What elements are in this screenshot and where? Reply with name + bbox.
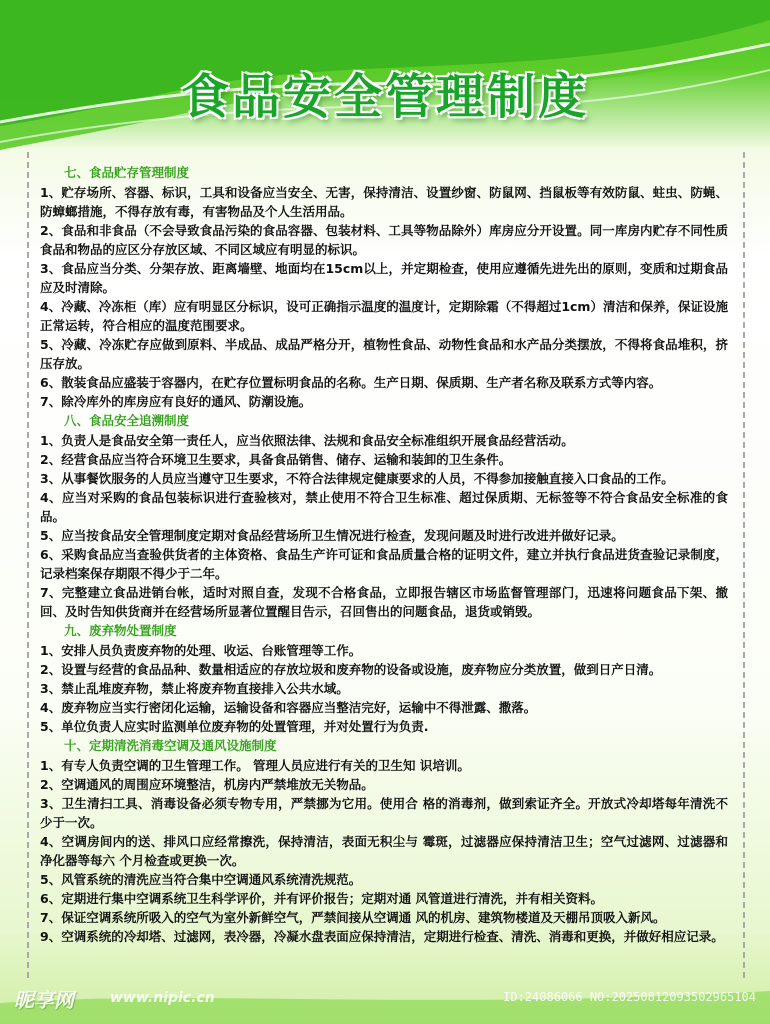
list-item: 5、风管系统的清洗应当符合集中空调通风系统清洗规范。: [40, 872, 362, 887]
list-item: 3、禁止乱堆废弃物，禁止将废弃物直接排入公共水域。: [40, 681, 349, 696]
list-item: 7、保证空调系统所吸入的空气为室外新鲜空气，严禁间接从空调通 风的机房、建筑物楼道及天棚吊顶吸入新风。: [40, 910, 666, 925]
list-item: 4、冷藏、冷冻柜（库）应有明显区分标识，设可正确指示温度的温度计，定期除霜（不得超过1cm）清洁和保养，保证设施正常运转，符合相应的温度范围要求。: [40, 299, 728, 333]
section-traceability: [40, 411, 728, 621]
list-item: 3、从事餐饮服务的人员应当遵守卫生要求，不符合法律规定健康要求的人员，不得参加接触直接入口食品的工作。: [40, 471, 674, 486]
section-waste: [40, 621, 728, 736]
list-item: 2、经营食品应当符合环境卫生要求，具备食品销售、储存、运输和装卸的卫生条件。: [40, 452, 512, 467]
list-item: 3、食品应当分类、分架存放、距离墙壁、地面均在15cm以上，并定期检查，使用应遵循先进先出的原则，变质和过期食品应及时清除。: [40, 261, 728, 295]
list-item: 7、完整建立食品进销台帐，适时对照自查，发现不合格食品，立即报告辖区市场监督管理部门，迅速将问题食品下架、撤回、及时告知供货商并在经营场所显著位置醒目告示，召回售出的问题食品，退货或销毁。: [40, 585, 728, 619]
list-item: 5、单位负责人应实时监测单位废弃物的处置管理，并对处置行为负责.: [40, 719, 429, 734]
list-item: 4、应当对采购的食品包装标识进行查验核对，禁止使用不符合卫生标准、超过保质期、无标签等不符合食品安全标准的食品。: [40, 490, 728, 524]
section-storage: [40, 163, 728, 411]
list-item: 2、空调通风的周围应环境整洁，机房内严禁堆放无关物品。: [40, 777, 374, 792]
poster-title: 食品安全管理制度: [180, 69, 589, 125]
list-item: 6、采购食品应当查验供货者的主体资格、食品生产许可证和食品质量合格的证明文件，建立并执行食品进货查验记录制度，记录档案保存期限不得少于二年。: [40, 547, 728, 581]
list-item: 9、空调系统的冷却塔、过滤网，表冷器，冷凝水盘表面应保持清洁，定期进行检查、清洗、消毒和更换，并做好相应记录。: [40, 929, 724, 944]
list-item: 1、负责人是食品安全第一责任人，应当依照法律、法规和食品安全标准组织开展食品经营活动。: [40, 433, 574, 448]
watermark-site: www.nipic.cn: [110, 990, 215, 1006]
list-item: 5、应当按食品安全管理制度定期对食品经营场所卫生情况进行检查，发现问题及时进行改进并做好记录。: [40, 528, 624, 543]
list-item: 7、除冷库外的库房应有良好的通风、防潮设施。: [40, 394, 312, 409]
list-item: 5、冷藏、冷冻贮存应做到原料、半成品、成品严格分开，植物性食品、动物性食品和水产品分类摆放，不得将食品堆积，挤压存放。: [40, 337, 728, 371]
watermark-id: ID:24086066 NO:20250812093502965104: [503, 990, 756, 1004]
section-heading: 九、废弃物处置制度: [64, 623, 177, 638]
section-heading: 七、食品贮存管理制度: [64, 165, 190, 180]
list-item: 1、有专人负责空调的卫生管理工作。 管理人员应进行有关的卫生知 识培训。: [40, 758, 470, 773]
list-item: 4、废弃物应当实行密闭化运输，运输设备和容器应当整洁完好，运输中不得泄露、撒落。: [40, 700, 537, 715]
section-heading: 十、定期清洗消毒空调及通风设施制度: [64, 738, 277, 753]
section-air-conditioning: [40, 736, 728, 946]
list-item: 1、贮存场所、容器、标识，工具和设备应当安全、无害，保持清洁、设置纱窗、防鼠网、挡鼠板等有效防鼠、蛀虫、防蝇、防蟑螂措施，不得存放有毒，有害物品及个人生活用品。: [40, 185, 728, 219]
content-area: [40, 163, 728, 946]
list-item: 3、卫生清扫工具、消毒设备必须专物专用，严禁挪为它用。使用合 格的消毒剂，做到索证齐全。开放式冷却塔每年清洗不少于一次。: [40, 796, 728, 830]
watermark-logo: 昵享网: [14, 988, 74, 1012]
list-item: 1、安排人员负责废弃物的处理、收运、台账管理等工作。: [40, 643, 362, 658]
list-item: 2、食品和非食品（不会导致食品污染的食品容器、包装材料、工具等物品除外）库房应分开设置。同一库房内贮存不同性质食品和物品的应区分存放区域、不同区域应有明显的标识。: [40, 223, 728, 257]
list-item: 4、空调房间内的送、排风口应经常擦洗，保持清洁，表面无积尘与 霉斑，过滤器应保持清洁卫生；空气过滤网、过滤器和净化器等每六 个月检查或更换一次。: [40, 834, 728, 868]
list-item: 6、散装食品应盛装于容器内，在贮存位置标明食品的名称。生产日期、保质期、生产者名称及联系方式等内容。: [40, 375, 662, 390]
section-heading: 八、食品安全追溯制度: [64, 413, 190, 428]
list-item: 6、定期进行集中空调系统卫生科学评价，并有评价报告；定期对通 风管道进行清洗，并有相关资料。: [40, 891, 604, 906]
list-item: 2、设置与经营的食品品种、数量相适应的存放垃圾和废弃物的设备或设施，废弃物应分类放置，做到日产日清。: [40, 662, 662, 677]
